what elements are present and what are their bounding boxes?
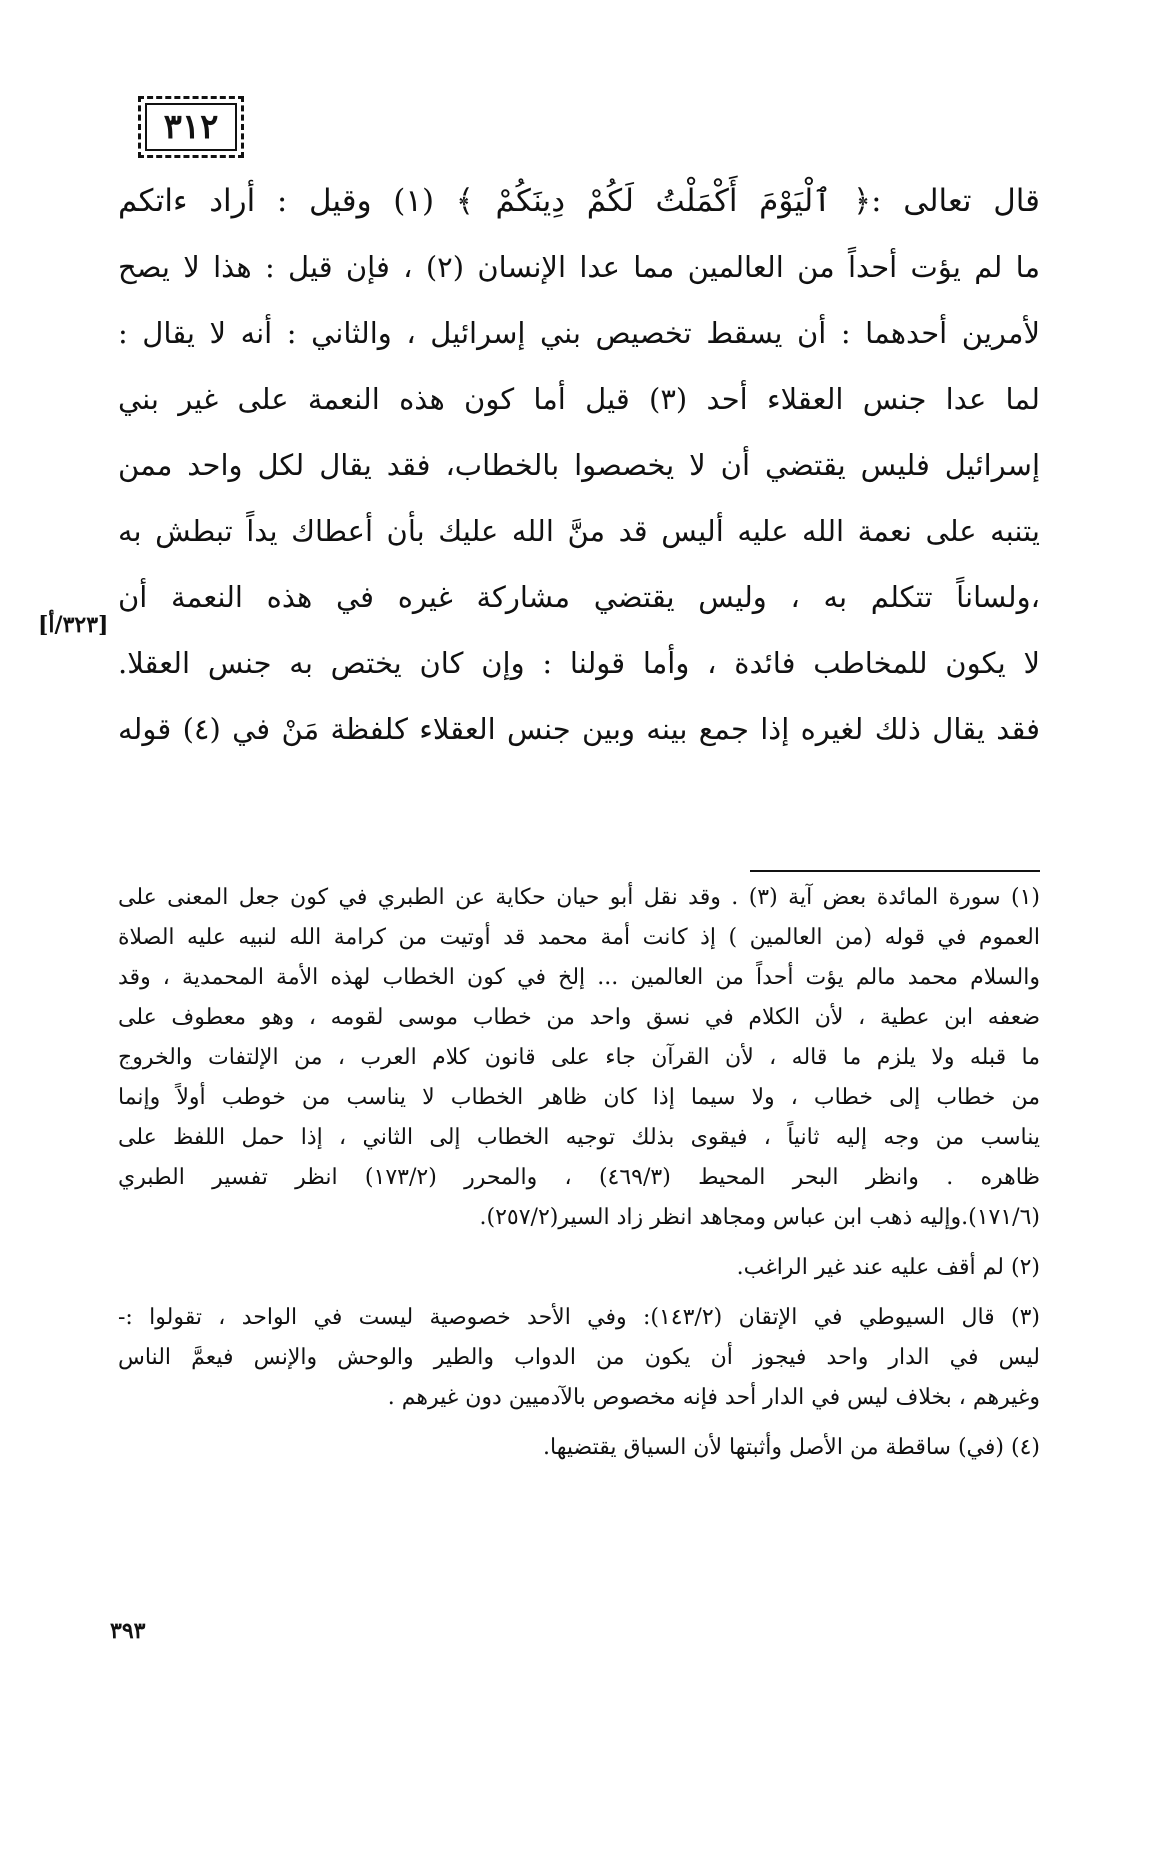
body-line: قال تعالى :﴿ ٱلْيَوْمَ أَكْمَلْتُ لَكُمْ دِينَكُمْ ﴾ (١) وقيل : أراد ءاتكم <box>118 183 1040 219</box>
body-line: لا يكون للمخاطب فائدة ، وأما قولنا : وإن كان يختص به جنس العقلا. <box>118 646 1040 680</box>
body-line: فقد يقال ذلك لغيره إذا جمع بينه وبين جنس العقلاء كلفظة مَنْ في (٤) قوله <box>118 712 1040 746</box>
footnote-line: (١٧١/٦).وإليه ذهب ابن عباس ومجاهد انظر زاد السير(٢٥٧/٢). <box>479 1205 1040 1230</box>
page-number-box <box>138 96 244 158</box>
footnote-line: (٢) لم أقف عليه عند غير الراغب. <box>736 1255 1040 1280</box>
footnote-line: وغيرهم ، بخلاف ليس في الدار أحد فإنه مخصوص بالآدميين دون غيرهم . <box>387 1385 1040 1410</box>
body-line: يتنبه على نعمة الله عليه أليس قد منَّ الله عليك بأن أعطاك يداً تبطش به <box>118 514 1040 548</box>
folio-number: ٣٩٣ <box>110 1618 146 1644</box>
body-line: لما عدا جنس العقلاء أحد (٣) قيل أما كون هذه النعمة على غير بني <box>118 382 1040 416</box>
body-line: ،ولساناً تتكلم به ، وليس يقتضي مشاركة غيره في هذه النعمة أن <box>118 580 1040 614</box>
footnote-2 <box>118 1248 1040 1288</box>
manuscript-folio-reference: [٣٢٣/أ] <box>38 612 109 638</box>
footnote-line: (٤) (في) ساقطة من الأصل وأثبتها لأن السياق يقتضيها. <box>543 1435 1040 1460</box>
footnote-line: ليس في الدار واحد فيجوز أن يكون من الدواب والطير والوحش والإنس فيعمَّ الناس <box>118 1345 1040 1370</box>
footnote-1 <box>118 878 1040 1238</box>
main-text <box>118 168 1040 762</box>
footnote-line: العموم في قوله (من العالمين ) إذ كانت أمة محمد قد أوتيت من كرامة الله لنبيه عليه الصلاة <box>118 925 1040 950</box>
footnote-3 <box>118 1298 1040 1418</box>
footnote-line: يناسب من وجه إليه ثانياً ، فيقوى بذلك توجيه الخطاب إلى الثاني ، إذا حمل اللفظ على <box>118 1125 1040 1150</box>
footnotes <box>118 878 1040 1468</box>
footnote-line: ما قبله ولا يلزم ما قاله ، لأن القرآن جاء على قانون كلام العرب ، من الإلتفات والخروج <box>118 1045 1040 1070</box>
body-line: ما لم يؤت أحداً من العالمين مما عدا الإنسان (٢) ، فإن قيل : هذا لا يصح <box>118 250 1040 284</box>
page-number: ٣١٢ <box>163 107 219 147</box>
footnote-line: من خطاب إلى خطاب ، ولا سيما إذا كان ظاهر الخطاب لا يناسب من خوطب أولاً وإنما <box>118 1085 1040 1110</box>
footnote-line: والسلام محمد مالم يؤت أحداً من العالمين ... إلخ في كون الخطاب لهذه الأمة المحمدية ، وقد <box>118 965 1040 990</box>
footnote-4 <box>118 1428 1040 1468</box>
footnote-line: (١) سورة المائدة بعض آية (٣) . وقد نقل أبو حيان حكاية عن الطبري في كون جعل المعنى على <box>118 885 1040 910</box>
footnote-line: ظاهره . وانظر البحر المحيط (٤٦٩/٣) ، والمحرر (١٧٣/٢) انظر تفسير الطبري <box>118 1165 1040 1190</box>
footnote-line: (٣) قال السيوطي في الإتقان (١٤٣/٢): وفي الأحد خصوصية ليست في الواحد ، تقولوا :- <box>118 1305 1040 1330</box>
footnote-separator <box>750 870 1040 872</box>
body-line: لأمرين أحدهما : أن يسقط تخصيص بني إسرائيل ، والثاني : أنه لا يقال : <box>118 316 1040 350</box>
body-line: إسرائيل فليس يقتضي أن لا يخصصوا بالخطاب، فقد يقال لكل واحد ممن <box>118 448 1040 482</box>
footnote-line: ضعفه ابن عطية ، لأن الكلام في نسق واحد من خطاب موسى لقومه ، وهو معطوف على <box>118 1005 1040 1030</box>
